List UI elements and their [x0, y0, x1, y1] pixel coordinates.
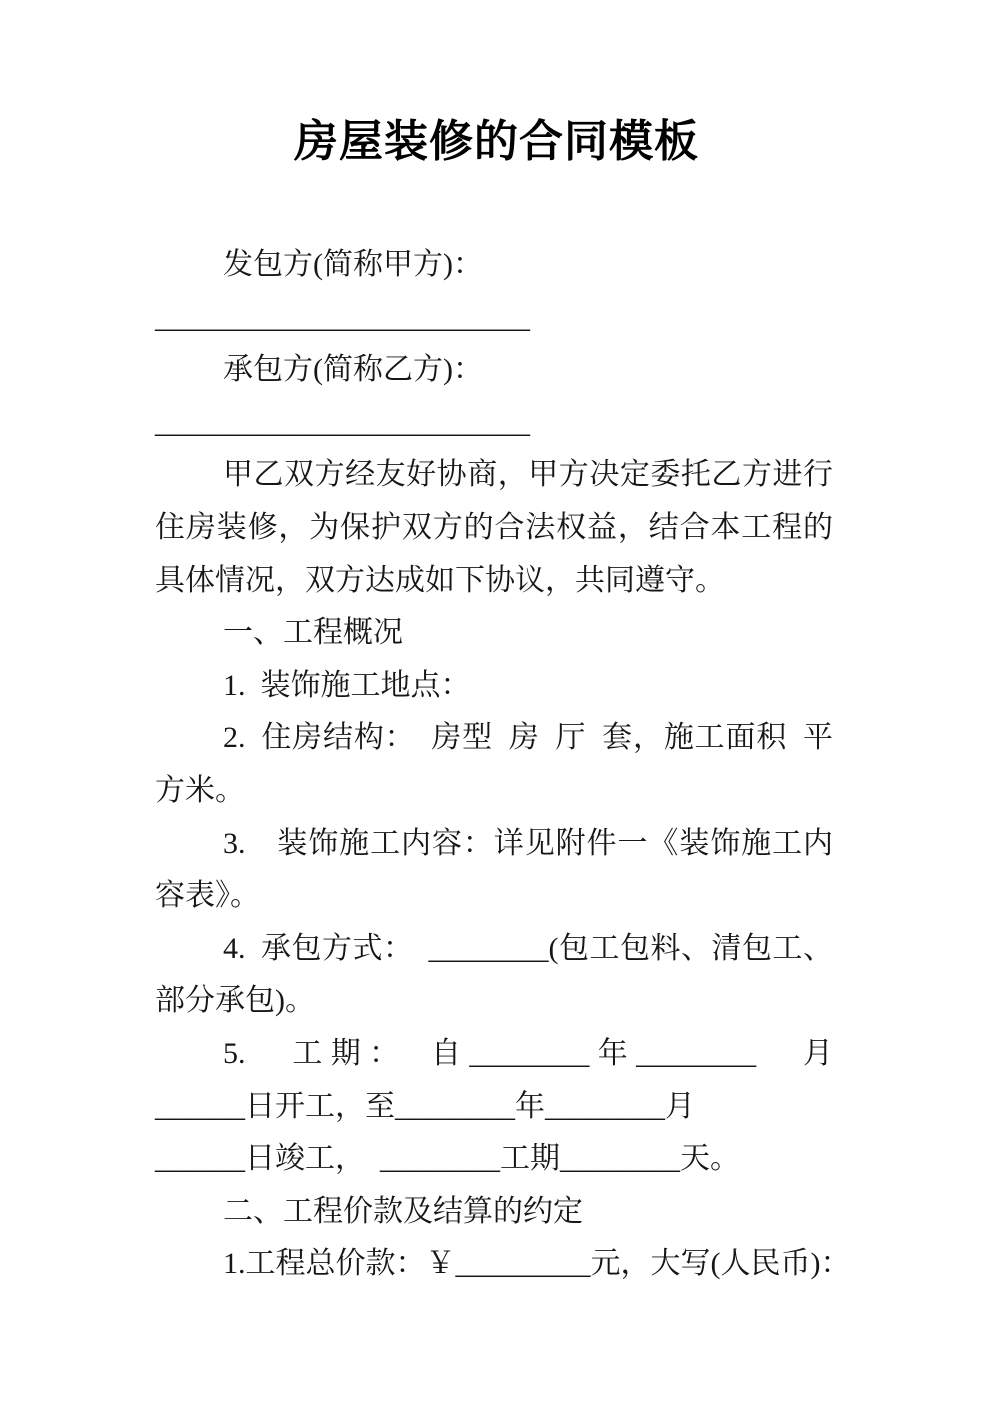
preamble-line-1: 甲乙双方经友好协商，甲方决定委托乙方进行 — [223, 458, 833, 492]
preamble-line-3: 具体情况，双方达成如下协议，共同遵守。 — [155, 563, 725, 597]
item-3-continued: 容表》。 — [155, 879, 260, 913]
party-a-blank-line: _________________________ — [155, 300, 530, 334]
party-b-label: 承包方(简称乙方)： — [223, 353, 483, 387]
section-1-heading: 一、工程概况 — [223, 616, 403, 650]
preamble-line-2: 住房装修，为保护双方的合法权益，结合本工程的 — [155, 510, 833, 544]
item-total-price: 1.工程总价款：￥_________元，大写(人民币)： — [223, 1247, 851, 1281]
item-2-structure: 2. 住房结构： 房型 房 厅 套，施工面积 平 — [223, 721, 833, 755]
item-3-content: 3. 装饰施工内容：详见附件一《装饰施工内 — [223, 826, 833, 860]
section-2-heading: 二、工程价款及结算的约定 — [223, 1194, 583, 1228]
item-4-contract-mode: 4. 承包方式： ________(包工包料、清包工、 — [223, 931, 833, 965]
item-4-continued: 部分承包)。 — [155, 984, 315, 1018]
item-2-continued: 方米。 — [155, 773, 245, 807]
item-1-location: 1. 装饰施工地点： — [223, 668, 471, 702]
party-a-label: 发包方(简称甲方)： — [223, 248, 483, 281]
item-5-duration: 5. 工期： 自________年________ 月 — [223, 1036, 833, 1070]
item-5-continued-2: ______日竣工， ________工期________天。 — [155, 1142, 740, 1176]
document-body — [155, 239, 851, 1291]
document-title: 房屋装修的合同模板 — [294, 117, 699, 166]
item-5-continued-1: ______日开工，至________年________月 — [155, 1089, 695, 1123]
party-b-blank-line: _________________________ — [155, 405, 530, 439]
